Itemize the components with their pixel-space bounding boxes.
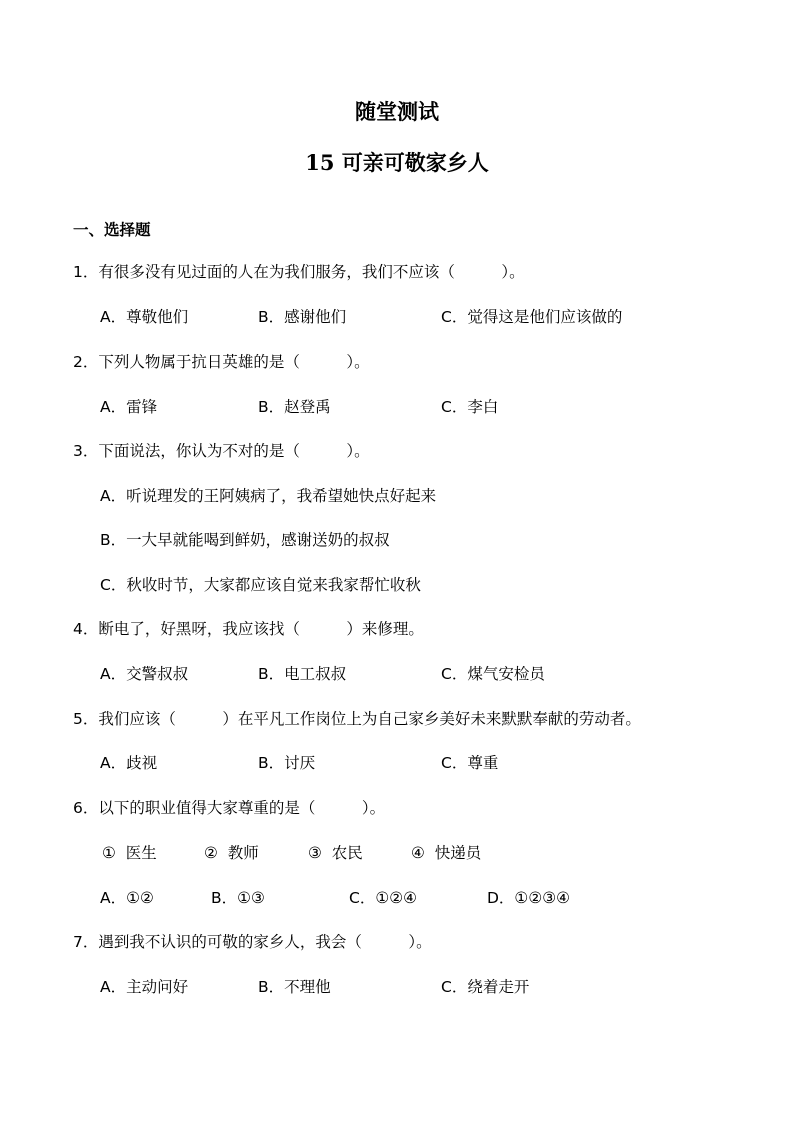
question-2-option-c[interactable]: C．李白 <box>441 398 499 416</box>
question-7-option-a[interactable]: A．主动问好 <box>100 978 189 996</box>
question-2-option-b[interactable]: B．赵登禹 <box>258 398 331 416</box>
question-6-option-d[interactable]: D．①②③④ <box>487 889 571 907</box>
question-6-item-4: ④ 快递员 <box>411 844 482 862</box>
question-7-option-b[interactable]: B．不理他 <box>258 978 331 996</box>
question-5-option-b[interactable]: B．讨厌 <box>258 754 316 772</box>
question-1-option-a[interactable]: A．尊敬他们 <box>100 308 189 326</box>
question-3-option-c[interactable]: C．秋收时节，大家都应该自觉来我家帮忙收秋 <box>100 576 421 594</box>
question-6-stem: 6．以下的职业值得大家尊重的是（ ）。 <box>73 799 386 817</box>
question-5-stem: 5．我们应该（ ）在平凡工作岗位上为自己家乡美好未来默默奉献的劳动者。 <box>73 710 641 728</box>
question-7-stem: 7．遇到我不认识的可敬的家乡人，我会（ ）。 <box>73 933 432 951</box>
question-6-item-3: ③ 农民 <box>308 844 363 862</box>
question-2-option-a[interactable]: A．雷锋 <box>100 398 158 416</box>
question-4-option-c[interactable]: C．煤气安检员 <box>441 665 545 683</box>
question-6-option-c[interactable]: C．①②④ <box>349 889 418 907</box>
question-6-item-2: ② 教师 <box>204 844 259 862</box>
question-4-option-b[interactable]: B．电工叔叔 <box>258 665 347 683</box>
page-title: 随堂测试 <box>355 99 439 124</box>
question-5-option-c[interactable]: C．尊重 <box>441 754 499 772</box>
question-1-option-b[interactable]: B．感谢他们 <box>258 308 347 326</box>
question-4-stem: 4．断电了，好黑呀，我应该找（ ）来修理。 <box>73 620 424 638</box>
question-2-stem: 2．下列人物属于抗日英雄的是（ ）。 <box>73 353 370 371</box>
question-5-option-a[interactable]: A．歧视 <box>100 754 158 772</box>
question-3-option-b[interactable]: B．一大早就能喝到鲜奶，感谢送奶的叔叔 <box>100 531 390 549</box>
section-heading: 一、选择题 <box>73 221 151 239</box>
question-1-stem: 1．有很多没有见过面的人在为我们服务，我们不应该（ ）。 <box>73 263 525 281</box>
question-1-option-c[interactable]: C．觉得这是他们应该做的 <box>441 308 623 326</box>
question-3-option-a[interactable]: A．听说理发的王阿姨病了，我希望她快点好起来 <box>100 487 437 505</box>
lesson-title: 15 可亲可敬家乡人 <box>305 150 489 175</box>
question-7-option-c[interactable]: C．绕着走开 <box>441 978 530 996</box>
question-6-option-a[interactable]: A．①② <box>100 889 154 907</box>
question-3-stem: 3．下面说法，你认为不对的是（ ）。 <box>73 442 370 460</box>
question-6-item-1: ① 医生 <box>102 844 157 862</box>
question-4-option-a[interactable]: A．交警叔叔 <box>100 665 189 683</box>
question-6-option-b[interactable]: B．①③ <box>211 889 265 907</box>
